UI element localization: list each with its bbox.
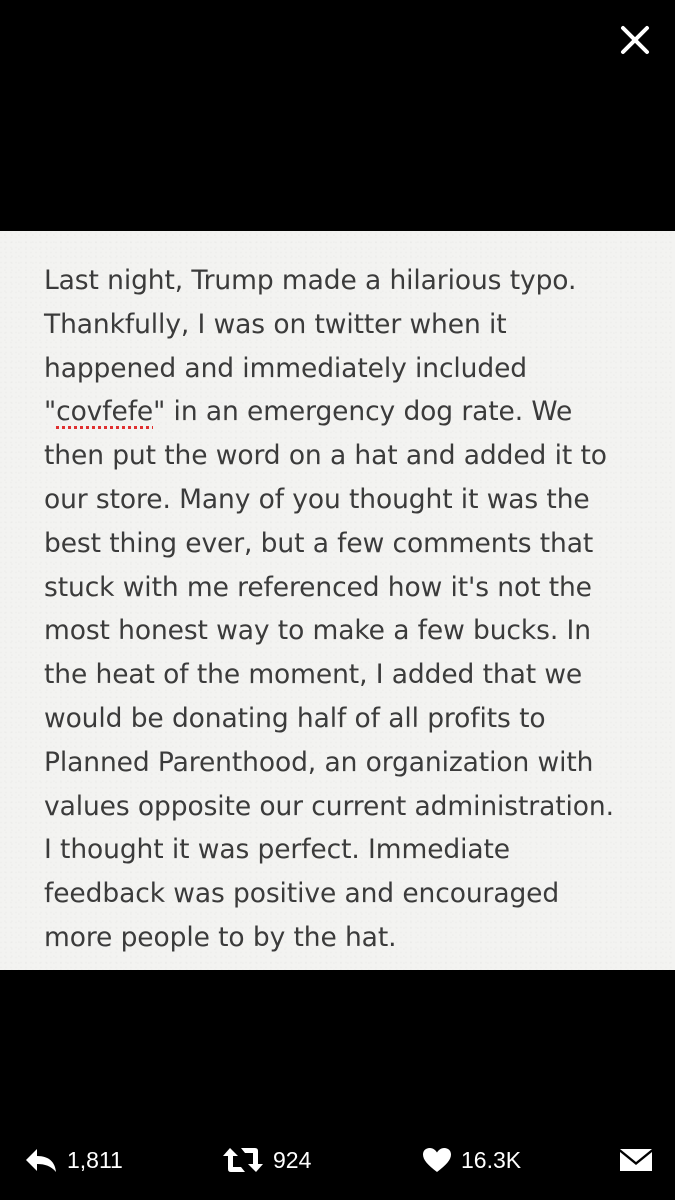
misspelled-word: covfefe: [56, 396, 154, 428]
reply-button[interactable]: [24, 1136, 123, 1184]
note-line: happened and immediately included: [44, 352, 528, 384]
note-line: our store. Many of you thought it was the: [44, 483, 590, 515]
retweet-count: 924: [273, 1146, 312, 1173]
tweet-actions-bar: [0, 1136, 675, 1184]
quote-open: ": [44, 396, 57, 428]
line-remainder: " in an emergency dog rate. We: [153, 396, 573, 428]
envelope-icon: [619, 1147, 653, 1173]
reply-count: 1,811: [67, 1146, 123, 1173]
direct-message-button[interactable]: [619, 1136, 653, 1184]
note-line: best thing ever, but a few comments that: [44, 527, 594, 559]
retweet-button[interactable]: [222, 1136, 311, 1184]
note-line: values opposite our current administration.: [44, 790, 614, 822]
note-line: Last night, Trump made a hilarious typo.: [44, 265, 577, 296]
retweet-icon: [222, 1146, 264, 1174]
note-line-with-typo: [44, 390, 655, 434]
note-line: the heat of the moment, I added that we: [44, 659, 583, 691]
note-line: most honest way to make a few bucks. In: [44, 615, 591, 647]
note-line: would be donating half of all profits to: [44, 702, 546, 734]
note-line: feedback was positive and encouraged: [44, 878, 560, 910]
close-icon: [620, 25, 650, 55]
note-text: [44, 259, 655, 960]
reply-icon: [24, 1147, 58, 1173]
note-line: I thought it was perfect. Immediate: [44, 834, 511, 866]
note-screenshot-image: [0, 231, 675, 970]
heart-icon: [422, 1147, 452, 1173]
close-button[interactable]: [613, 22, 657, 58]
note-line: Thankfully, I was on twitter when it: [44, 308, 507, 340]
note-line: more people to by the hat.: [44, 921, 397, 953]
like-count: 16.3K: [461, 1146, 522, 1173]
note-line: stuck with me referenced how it's not the: [44, 571, 592, 603]
note-line: then put the word on a hat and added it to: [44, 440, 607, 472]
like-button[interactable]: [422, 1136, 521, 1184]
note-line: Planned Parenthood, an organization with: [44, 746, 594, 778]
